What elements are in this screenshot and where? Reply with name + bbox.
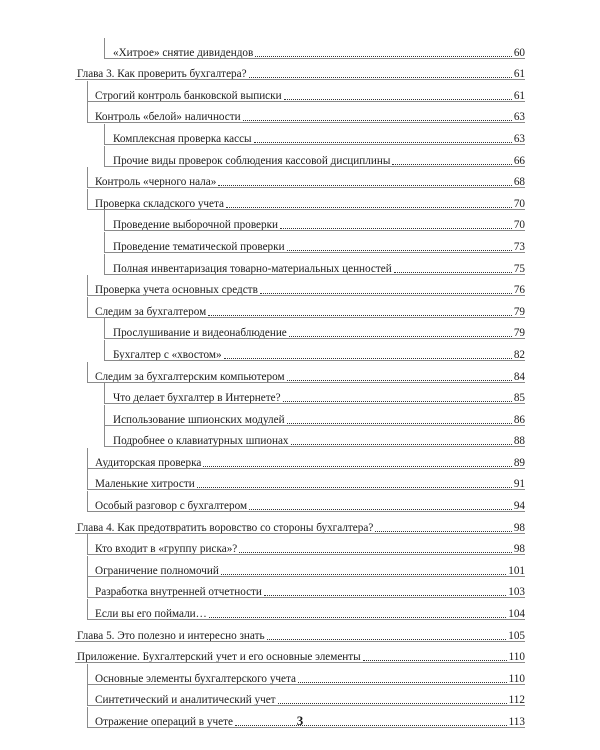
- toc-dot-leader: [249, 76, 512, 78]
- toc-entry-title: Глава 4. Как предотвратить воровство со стороны бухгалтера?: [77, 521, 374, 534]
- toc-entry-8[interactable]: [75, 188, 525, 210]
- toc-dot-leader: [224, 357, 512, 359]
- toc-entry-line: [75, 604, 525, 620]
- toc-dot-leader: [209, 616, 506, 618]
- toc-dot-leader: [226, 206, 512, 208]
- toc-entry-title: Приложение. Бухгалтерский учет и его основные элементы: [77, 651, 361, 664]
- toc-entry-page: 63: [513, 132, 525, 145]
- toc-entry-title: Использование шпионских модулей: [113, 413, 285, 426]
- toc-entry-page: 85: [513, 392, 525, 405]
- toc-entry-line: [75, 388, 525, 404]
- toc-entry-line: [75, 172, 525, 188]
- toc-entry-page: 101: [508, 564, 525, 577]
- toc-dot-leader: [260, 292, 512, 294]
- toc-entry-title: Прочие виды проверок соблюдения кассовой дисциплины: [113, 154, 391, 167]
- toc-entry-title: Контроль «белой» наличности: [95, 111, 241, 124]
- toc-entry-page: 103: [508, 586, 525, 599]
- toc-entry-page: 63: [513, 111, 525, 124]
- toc-entry-title: Если вы его поймали…: [95, 608, 207, 621]
- toc-entry-page: 70: [513, 219, 525, 232]
- toc-dot-leader: [392, 163, 511, 165]
- toc-entry-title: Что делает бухгалтер в Интернете?: [113, 392, 281, 405]
- toc-dot-leader: [221, 573, 506, 575]
- toc-entry-title: Основные элементы бухгалтерского учета: [95, 672, 296, 685]
- toc-dot-leader: [254, 141, 512, 143]
- toc-dot-leader: [287, 379, 512, 381]
- toc-entry-line: [75, 647, 525, 663]
- toc-entry-26[interactable]: [75, 577, 525, 599]
- toc-entry-25[interactable]: [75, 555, 525, 577]
- toc-dot-leader: [218, 184, 512, 186]
- toc-entry-title: «Хитрое» снятие дивидендов: [113, 46, 254, 59]
- toc-entry-4[interactable]: [75, 102, 525, 124]
- toc-dot-leader: [278, 702, 507, 704]
- toc-entry-page: 70: [513, 197, 525, 210]
- toc-entry-title: Маленькие хитрости: [95, 478, 195, 491]
- toc-entry-page: 105: [508, 629, 525, 642]
- toc-dot-leader: [284, 98, 512, 100]
- toc-entry-page: 73: [513, 240, 525, 253]
- toc-entry-line: [75, 474, 525, 490]
- toc-entry-17[interactable]: [75, 383, 525, 405]
- toc-entry-page: 98: [513, 543, 525, 556]
- toc-dot-leader: [208, 314, 512, 316]
- toc-entry-line: [75, 626, 525, 642]
- toc-dot-leader: [287, 249, 512, 251]
- toc-dot-leader: [298, 681, 507, 683]
- toc-dot-leader: [267, 638, 507, 640]
- toc-entry-title: Кто входит в «группу риска»?: [95, 543, 238, 556]
- toc-entry-line: [75, 237, 525, 253]
- toc-dot-leader: [363, 659, 507, 661]
- toc-dot-leader: [394, 271, 512, 273]
- toc-entry-line: [75, 280, 525, 296]
- toc-entry-page: 98: [513, 521, 525, 534]
- toc-entry-10[interactable]: [75, 231, 525, 253]
- toc-dot-leader: [287, 422, 512, 424]
- toc-entry-27[interactable]: [75, 598, 525, 620]
- toc-entry-line: [75, 151, 525, 167]
- toc-dot-leader: [291, 443, 512, 445]
- toc-entry-line: [75, 259, 525, 275]
- toc-entry-line: [75, 518, 525, 534]
- toc-entry-page: 76: [513, 284, 525, 297]
- toc-entry-18[interactable]: [75, 404, 525, 426]
- toc-entry-page: 104: [508, 608, 525, 621]
- toc-dot-leader: [283, 400, 512, 402]
- toc-entry-page: 66: [513, 154, 525, 167]
- toc-entry-line: [75, 561, 525, 577]
- toc-entry-line: [75, 129, 525, 145]
- toc-entry-28[interactable]: [75, 620, 525, 642]
- toc-entry-13[interactable]: [75, 296, 525, 318]
- toc-entry-23[interactable]: [75, 512, 525, 534]
- toc-entry-title: Бухгалтер с «хвостом»: [113, 348, 222, 361]
- toc-entry-line: [75, 431, 525, 447]
- toc-entry-page: 110: [508, 672, 525, 685]
- toc-entry-page: 94: [513, 500, 525, 513]
- toc-entry-page: 68: [513, 176, 525, 189]
- toc-entry-line: [75, 323, 525, 339]
- toc-entry-line: [75, 43, 525, 59]
- toc-entry-page: 61: [513, 89, 525, 102]
- toc-entry-line: [75, 64, 525, 80]
- page-number: 3: [296, 713, 304, 728]
- toc-entry-line: [75, 345, 525, 361]
- toc-entry-title: Особый разговор с бухгалтером: [95, 500, 248, 513]
- toc-entry-page: 75: [513, 262, 525, 275]
- toc-entry-2[interactable]: [75, 59, 525, 81]
- toc-entry-21[interactable]: [75, 469, 525, 491]
- toc-dot-leader: [289, 335, 512, 337]
- toc-entry-line: [75, 582, 525, 598]
- toc-entry-14[interactable]: [75, 318, 525, 340]
- toc-entry-page: 84: [513, 370, 525, 383]
- toc-entry-title: Следим за бухгалтером: [95, 305, 207, 318]
- toc-entry-11[interactable]: [75, 253, 525, 275]
- toc-dot-leader: [239, 551, 512, 553]
- toc-entry-title: Проверка складского учета: [95, 197, 225, 210]
- toc-entry-line: [75, 215, 525, 231]
- toc-dot-leader: [203, 465, 511, 467]
- toc-entry-title: Полная инвентаризация товарно-материальных ценностей: [113, 262, 392, 275]
- toc-entry-title: Подробнее о клавиатурных шпионах: [113, 435, 289, 448]
- toc-entry-31[interactable]: [75, 685, 525, 707]
- toc-entry-6[interactable]: [75, 145, 525, 167]
- toc-entry-line: [75, 194, 525, 210]
- toc-dot-leader: [375, 530, 512, 532]
- toc-dot-leader: [280, 227, 512, 229]
- toc-entry-page: 60: [513, 46, 525, 59]
- toc-entry-line: [75, 107, 525, 123]
- toc-entry-24[interactable]: [75, 534, 525, 556]
- toc-entry-title: Проведение выборочной проверки: [113, 219, 279, 232]
- toc-entry-title: Проведение тематической проверки: [113, 240, 285, 253]
- toc-entry-title: Глава 5. Это полезно и интересно знать: [77, 629, 265, 642]
- toc-entry-line: [75, 367, 525, 383]
- toc-entry-title: Синтетический и аналитический учет: [95, 694, 276, 707]
- toc-entry-title: Проверка учета основных средств: [95, 284, 258, 297]
- toc-dot-leader: [249, 508, 512, 510]
- toc-entry-3[interactable]: [75, 80, 525, 102]
- toc-entry-15[interactable]: [75, 339, 525, 361]
- toc-entry-title: Аудиторская проверка: [95, 456, 202, 469]
- toc-entry-title: Глава 3. Как проверить бухгалтера?: [77, 68, 247, 81]
- toc-entry-title: Разработка внутренней отчетности: [95, 586, 262, 599]
- toc-dot-leader: [255, 55, 512, 57]
- toc-entry-page: 89: [513, 456, 525, 469]
- toc-entry-page: 79: [513, 305, 525, 318]
- toc-entry-line: [75, 669, 525, 685]
- toc-entry-line: [75, 690, 525, 706]
- toc-entry-29[interactable]: [75, 642, 525, 664]
- toc-entry-line: [75, 302, 525, 318]
- toc-entry-page: 91: [513, 478, 525, 491]
- toc-entry-20[interactable]: [75, 447, 525, 469]
- toc-entry-page: 88: [513, 435, 525, 448]
- toc-entry-12[interactable]: [75, 275, 525, 297]
- toc-entry-page: 79: [513, 327, 525, 340]
- toc-entry-9[interactable]: [75, 210, 525, 232]
- toc-entry-line: [75, 496, 525, 512]
- toc-entry-title: Следим за бухгалтерским компьютером: [95, 370, 285, 383]
- toc-entry-title: Прослушивание и видеонаблюдение: [113, 327, 287, 340]
- toc-entry-19[interactable]: [75, 426, 525, 448]
- toc-entry-line: [75, 410, 525, 426]
- toc-entry-line: [75, 86, 525, 102]
- toc-entry-22[interactable]: [75, 490, 525, 512]
- toc-entry-page: 112: [508, 694, 525, 707]
- toc-entry-title: Строгий контроль банковской выписки: [95, 89, 282, 102]
- toc-entry-title: Комплексная проверка кассы: [113, 132, 252, 145]
- toc-dot-leader: [264, 594, 506, 596]
- toc-entry-line: [75, 453, 525, 469]
- toc-entry-5[interactable]: [75, 123, 525, 145]
- table-of-contents: [75, 37, 525, 728]
- toc-entry-title: Контроль «черного нала»: [95, 176, 217, 189]
- toc-entry-page: 61: [513, 68, 525, 81]
- toc-entry-16[interactable]: [75, 361, 525, 383]
- toc-entry-7[interactable]: [75, 167, 525, 189]
- toc-entry-line: [75, 539, 525, 555]
- toc-entry-page: 113: [508, 716, 525, 728]
- toc-entry-30[interactable]: [75, 663, 525, 685]
- toc-entry-title: Отражение операций в учете: [95, 716, 233, 728]
- toc-dot-leader: [243, 119, 512, 121]
- toc-entry-1[interactable]: [75, 37, 525, 59]
- toc-dot-leader: [197, 486, 512, 488]
- toc-entry-page: 82: [513, 348, 525, 361]
- toc-entry-title: Ограничение полномочий: [95, 564, 219, 577]
- toc-entry-page: 110: [508, 651, 525, 664]
- toc-entry-page: 86: [513, 413, 525, 426]
